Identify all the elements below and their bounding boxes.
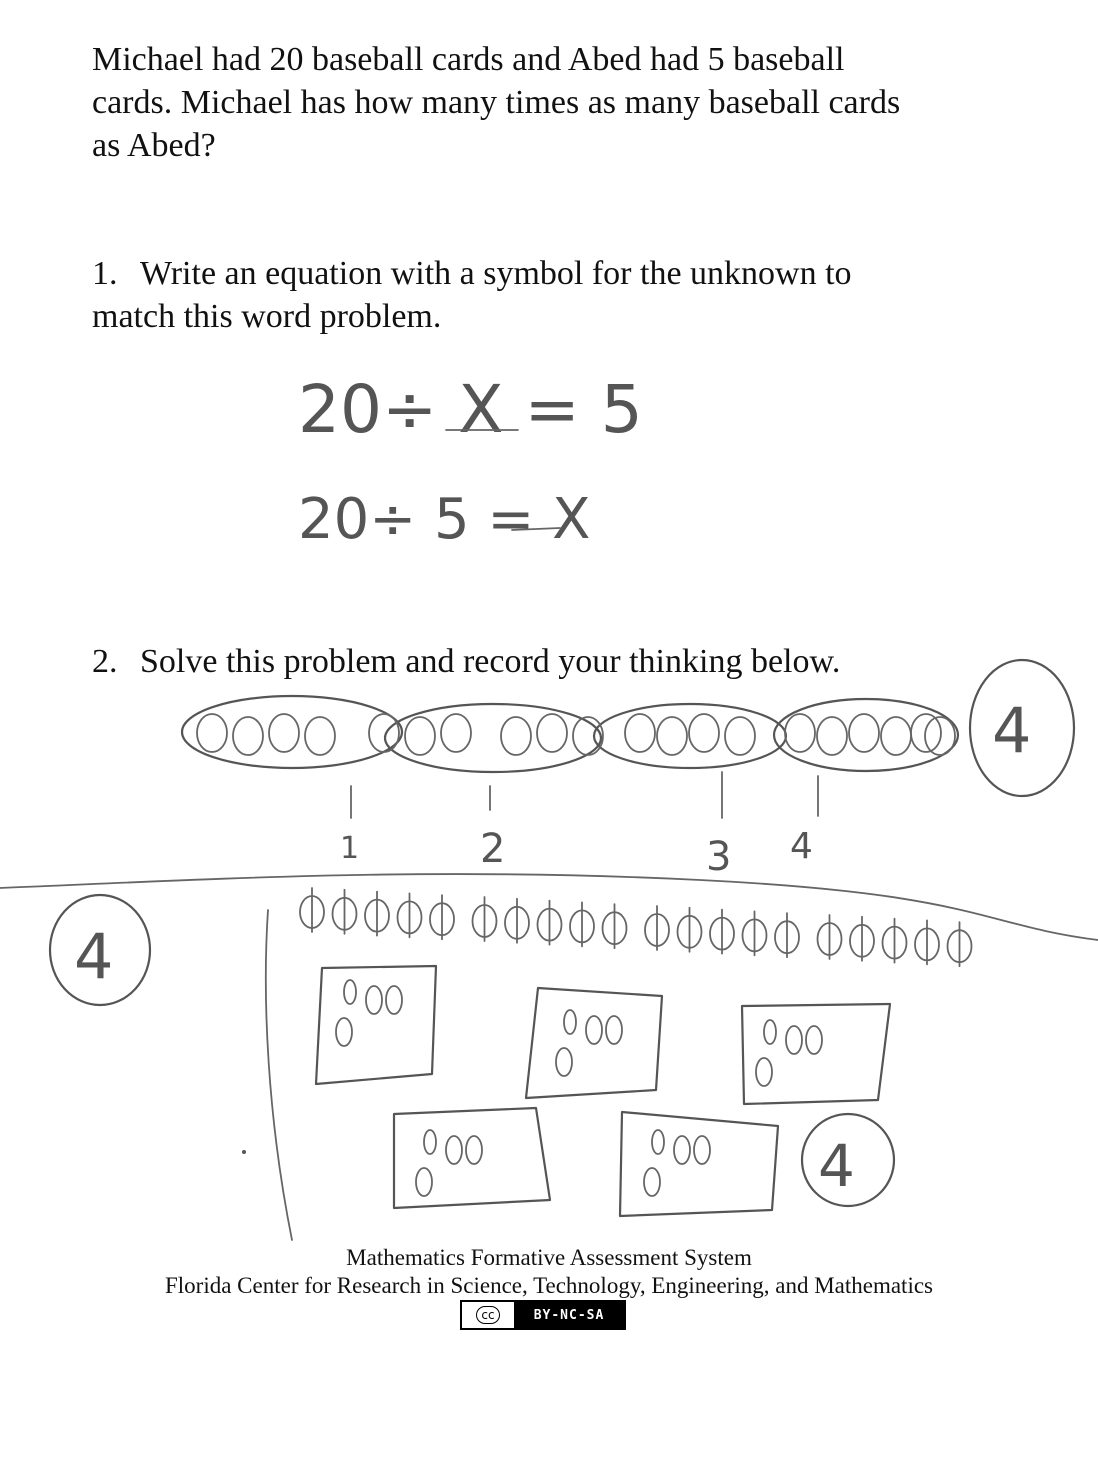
- box-circle: [786, 1026, 802, 1054]
- crossed-circle: [398, 901, 422, 933]
- card-circle: [269, 714, 299, 752]
- crossed-circle: [365, 900, 389, 932]
- card-circle: [537, 714, 567, 752]
- question-text: Solve this problem and record your thinking below.: [140, 643, 841, 680]
- crossed-circle: [538, 909, 562, 941]
- crossed-circle: [850, 925, 874, 957]
- problem-line: Michael had 20 baseball cards and Abed had 5 baseball: [92, 41, 845, 78]
- card-circle: [911, 714, 941, 752]
- box-circle: [694, 1136, 710, 1164]
- box-circle: [424, 1130, 436, 1154]
- card-circle: [657, 717, 687, 755]
- card-circle: [689, 714, 719, 752]
- crossed-circle: [743, 919, 767, 951]
- crossed-circle: [818, 923, 842, 955]
- card-circle: [405, 717, 435, 755]
- crossed-circle: [948, 930, 972, 962]
- card-circle: [233, 717, 263, 755]
- crossed-circle: [883, 927, 907, 959]
- handwritten-equation: 20÷ X = 5: [298, 371, 643, 448]
- card-circle: [849, 714, 879, 752]
- blank-underline: [512, 528, 560, 530]
- group-box: [742, 1004, 890, 1104]
- problem-line: as Abed?: [92, 127, 216, 164]
- svg-text:4: 4: [818, 1132, 855, 1200]
- crossed-circle: [678, 916, 702, 948]
- license-badge: [460, 1300, 626, 1330]
- card-circle: [817, 717, 847, 755]
- crossed-circle: [775, 921, 799, 953]
- crossed-circle: [645, 914, 669, 946]
- svg-text:4: 4: [992, 694, 1032, 767]
- box-circle: [336, 1018, 352, 1046]
- cc-icon: cc: [462, 1302, 514, 1328]
- crossed-circle: [333, 898, 357, 930]
- card-circle: [925, 717, 955, 755]
- footer-line: Mathematics Formative Assessment System: [346, 1245, 752, 1270]
- grouped-circles-row: [182, 696, 958, 772]
- card-circle: [625, 714, 655, 752]
- crossed-circle: [570, 910, 594, 942]
- problem-line: cards. Michael has how many times as many baseball cards: [92, 84, 901, 121]
- circled-answer: [50, 895, 150, 1005]
- svg-text:4: 4: [74, 920, 114, 993]
- box-circle: [806, 1026, 822, 1054]
- card-circle: [785, 714, 815, 752]
- crossed-circle: [603, 912, 627, 944]
- word-problem: [92, 38, 1022, 167]
- count-label: 3: [706, 834, 732, 880]
- group-box: [620, 1112, 778, 1216]
- crossed-circle: [430, 903, 454, 935]
- box-circle: [606, 1016, 622, 1044]
- question-number: 1.: [92, 255, 118, 292]
- footer-line: Florida Center for Research in Science, Technology, Engineering, and Mathematics: [164, 1273, 933, 1298]
- crossed-circle: [300, 896, 324, 928]
- box-circle: [644, 1168, 660, 1196]
- count-ticks: [340, 772, 818, 880]
- crossed-circles-row: [300, 888, 972, 966]
- count-label: 2: [480, 826, 506, 872]
- box-circle: [674, 1136, 690, 1164]
- question-1: [92, 252, 1022, 338]
- box-circle: [344, 980, 356, 1004]
- card-circle: [573, 717, 603, 755]
- divider-line-vertical: [266, 910, 292, 1240]
- box-circle: [366, 986, 382, 1014]
- license-label: BY-NC-SA: [533, 1307, 605, 1323]
- card-circle: [305, 717, 335, 755]
- box-circle: [416, 1168, 432, 1196]
- handwritten-equation: 20÷ 5 = X: [298, 487, 591, 552]
- box-circle: [586, 1016, 602, 1044]
- card-circle: [197, 714, 227, 752]
- box-circle: [446, 1136, 462, 1164]
- group-box: [526, 988, 662, 1098]
- divider-line: [0, 874, 1098, 940]
- crossed-circle: [915, 928, 939, 960]
- box-circle: [652, 1130, 664, 1154]
- box-circle: [466, 1136, 482, 1164]
- pencil-dot: [242, 1150, 246, 1154]
- card-circle: [501, 717, 531, 755]
- crossed-circle: [505, 907, 529, 939]
- card-circle: [725, 717, 755, 755]
- box-circle: [556, 1048, 572, 1076]
- card-circle: [441, 714, 471, 752]
- crossed-circle: [473, 905, 497, 937]
- footer: [0, 1244, 1098, 1300]
- group-box: [316, 966, 436, 1084]
- card-circle: [369, 714, 399, 752]
- question-number: 2.: [92, 643, 118, 680]
- box-circle: [764, 1020, 776, 1044]
- question-text: Write an equation with a symbol for the unknown to: [140, 255, 852, 292]
- count-label: 1: [340, 831, 360, 866]
- box-circle: [564, 1010, 576, 1034]
- crossed-circle: [710, 918, 734, 950]
- circled-answer: [802, 1114, 894, 1206]
- box-circle: [386, 986, 402, 1014]
- question-2: [92, 640, 1022, 683]
- count-label: 4: [790, 826, 813, 867]
- box-circle: [756, 1058, 772, 1086]
- card-circle: [881, 717, 911, 755]
- group-box: [394, 1108, 550, 1208]
- question-text: match this word problem.: [92, 298, 442, 335]
- group-boxes: [316, 966, 890, 1216]
